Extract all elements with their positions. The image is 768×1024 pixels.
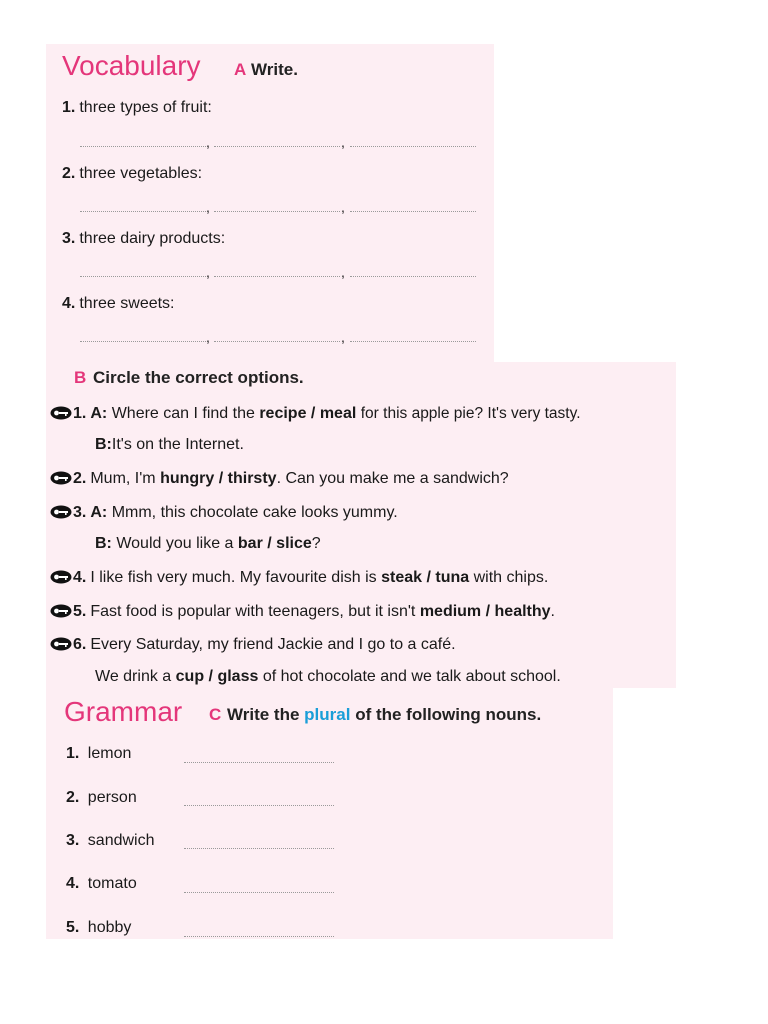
option-bar[interactable]: bar <box>237 535 263 552</box>
key-icon <box>50 637 72 651</box>
exercise-b-item-3-b: B: Would you like a bar / slice? <box>95 535 321 552</box>
grammar-panel <box>46 688 613 939</box>
answer-line[interactable] <box>80 211 206 212</box>
exercise-b-item-6: 6. Every Saturday, my friend Jackie and I go to a café. <box>73 636 456 653</box>
option-tuna[interactable]: tuna <box>435 569 470 586</box>
option-slice[interactable]: slice <box>276 535 312 552</box>
answer-line[interactable] <box>350 341 476 342</box>
exercise-b-item-1: 1. A: Where can I find the recipe / meal for this apple pie? It's very tasty. <box>73 405 581 422</box>
answer-line[interactable] <box>184 762 334 763</box>
separator: , <box>206 199 210 215</box>
grammar-item-4: 4. tomato <box>66 875 137 892</box>
answer-line[interactable] <box>80 341 206 342</box>
option-steak[interactable]: steak <box>381 569 423 586</box>
highlight-plural: plural <box>304 705 351 724</box>
exercise-b-item-1-b: B:It's on the Internet. <box>95 436 244 453</box>
vocab-item-1: 1. three types of fruit: <box>62 99 212 116</box>
section-b-letter: B <box>74 368 87 387</box>
key-icon <box>50 570 72 584</box>
option-healthy[interactable]: healthy <box>494 603 551 620</box>
answer-line[interactable] <box>184 848 334 849</box>
answer-line[interactable] <box>350 276 476 277</box>
exercise-b-item-5: 5. Fast food is popular with teenagers, but it isn't medium / healthy. <box>73 603 555 620</box>
grammar-title: Grammar <box>64 696 183 727</box>
answer-line[interactable] <box>214 276 340 277</box>
answer-line[interactable] <box>80 146 206 147</box>
section-b-panel <box>46 362 676 688</box>
option-hungry[interactable]: hungry <box>160 470 215 487</box>
key-icon <box>50 471 72 485</box>
option-glass[interactable]: glass <box>217 668 259 685</box>
answer-line[interactable] <box>184 892 334 893</box>
grammar-item-3: 3. sandwich <box>66 832 155 849</box>
key-icon <box>50 604 72 618</box>
key-icon <box>50 406 72 420</box>
exercise-b-item-2: 2. Mum, I'm hungry / thirsty. Can you make me a sandwich? <box>73 470 509 487</box>
vocab-item-2: 2. three vegetables: <box>62 165 203 182</box>
separator: , <box>206 329 210 345</box>
grammar-item-5: 5. hobby <box>66 919 132 936</box>
exercise-b-item-3: 3. A: Mmm, this chocolate cake looks yummy. <box>73 504 398 521</box>
exercise-b-item-4: 4. I like fish very much. My favourite dish is steak / tuna with chips. <box>73 569 549 586</box>
section-c-instruction: Write the plural of the following nouns. <box>227 705 542 724</box>
grammar-item-1: 1. lemon <box>66 745 132 762</box>
key-icon <box>50 505 72 519</box>
grammar-item-2: 2. person <box>66 789 137 806</box>
answer-line[interactable] <box>350 211 476 212</box>
answer-line[interactable] <box>184 805 334 806</box>
vocabulary-title: Vocabulary <box>62 50 201 81</box>
answer-line[interactable] <box>214 341 340 342</box>
section-b-instruction: Circle the correct options. <box>93 368 304 387</box>
separator: , <box>341 134 345 150</box>
answer-line[interactable] <box>80 276 206 277</box>
separator: , <box>341 199 345 215</box>
answer-line[interactable] <box>350 146 476 147</box>
section-a-letter: A <box>234 60 247 79</box>
option-medium[interactable]: medium <box>419 603 482 620</box>
answer-line[interactable] <box>214 146 340 147</box>
vocab-item-3: 3. three dairy products: <box>62 230 226 247</box>
separator: , <box>206 134 210 150</box>
exercise-b-item-6-b: We drink a cup / glass of hot chocolate and we talk about school. <box>95 668 561 685</box>
option-cup[interactable]: cup <box>175 668 205 685</box>
vocabulary-panel <box>46 44 494 362</box>
section-a-instruction: Write. <box>251 60 298 79</box>
option-meal[interactable]: meal <box>319 405 357 422</box>
section-c-letter: C <box>209 705 222 724</box>
separator: , <box>341 264 345 280</box>
vocab-item-4: 4. three sweets: <box>62 295 175 312</box>
option-thirsty[interactable]: thirsty <box>227 470 277 487</box>
answer-line[interactable] <box>184 936 334 937</box>
separator: , <box>206 264 210 280</box>
answer-line[interactable] <box>214 211 340 212</box>
option-recipe[interactable]: recipe <box>259 405 307 422</box>
separator: , <box>341 329 345 345</box>
